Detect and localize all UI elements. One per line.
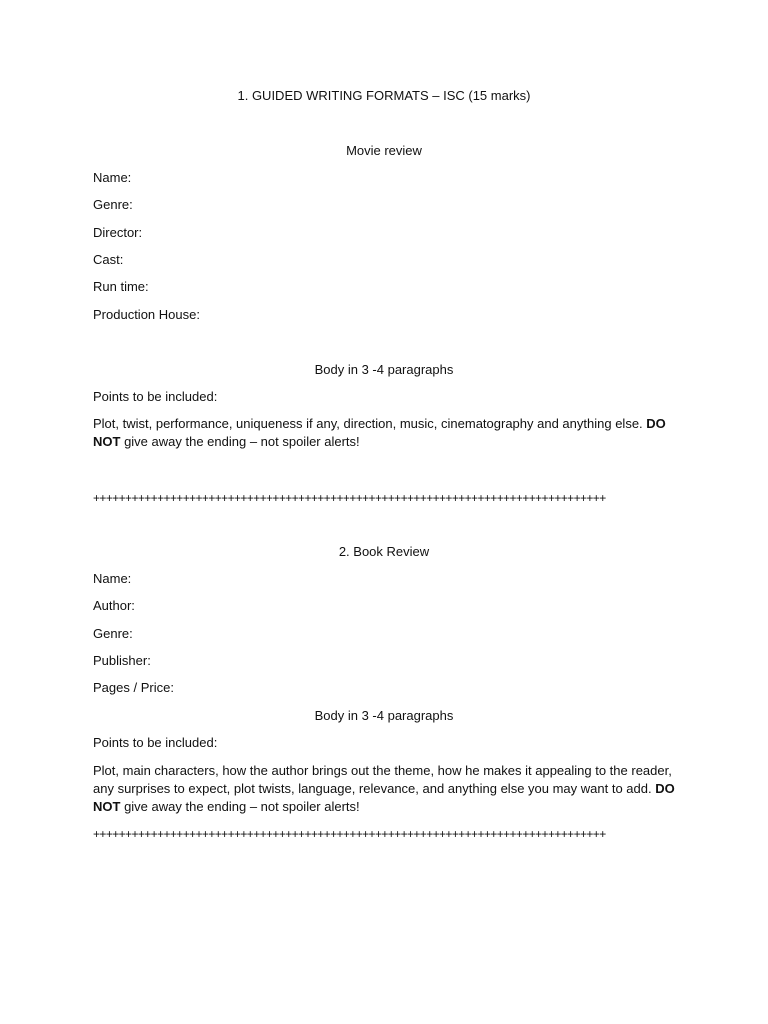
movie-points-text-1: Plot, twist, performance, uniqueness if any, direction, music, cinematography and anything else. xyxy=(93,416,647,431)
movie-points-paragraph xyxy=(93,415,675,451)
movie-field-name: Name: xyxy=(93,170,132,185)
book-body-heading: Body in 3 -4 paragraphs xyxy=(314,708,454,723)
section-divider-2: ++++++++++++++++++++++++++++++++++++++++++++++++++++++++++++++++++++++++++++++++ xyxy=(93,827,606,841)
movie-points-bold: DO NOT xyxy=(93,416,666,449)
book-points-text-2: give away the ending – not spoiler alerts! xyxy=(120,799,360,814)
movie-field-director: Director: xyxy=(93,225,143,240)
movie-points-label: Points to be included: xyxy=(93,389,218,404)
book-review-title: 2. Book Review xyxy=(338,544,430,559)
book-points-paragraph xyxy=(93,762,675,816)
book-field-author: Author: xyxy=(93,598,135,613)
section-divider-1: ++++++++++++++++++++++++++++++++++++++++++++++++++++++++++++++++++++++++++++++++ xyxy=(93,491,606,505)
book-points-bold: DO NOT xyxy=(93,781,675,814)
book-field-pages-price: Pages / Price: xyxy=(93,680,174,695)
document-heading: 1. GUIDED WRITING FORMATS – ISC (15 marks) xyxy=(237,88,531,103)
movie-field-genre: Genre: xyxy=(93,197,133,212)
movie-field-cast: Cast: xyxy=(93,252,124,267)
book-field-genre: Genre: xyxy=(93,626,133,641)
movie-body-heading: Body in 3 -4 paragraphs xyxy=(314,362,454,377)
book-field-name: Name: xyxy=(93,571,132,586)
movie-field-production-house: Production House: xyxy=(93,307,200,322)
movie-review-title: Movie review xyxy=(346,143,422,158)
book-points-label: Points to be included: xyxy=(93,735,218,750)
book-field-publisher: Publisher: xyxy=(93,653,151,668)
movie-points-text-2: give away the ending – not spoiler alerts! xyxy=(120,434,360,449)
book-points-text-1: Plot, main characters, how the author brings out the theme, how he makes it appealing to the reader, any surprises to expect, plot twists, language, relevance, and anything else you may want to add. xyxy=(93,763,672,796)
movie-field-run-time: Run time: xyxy=(93,279,149,294)
